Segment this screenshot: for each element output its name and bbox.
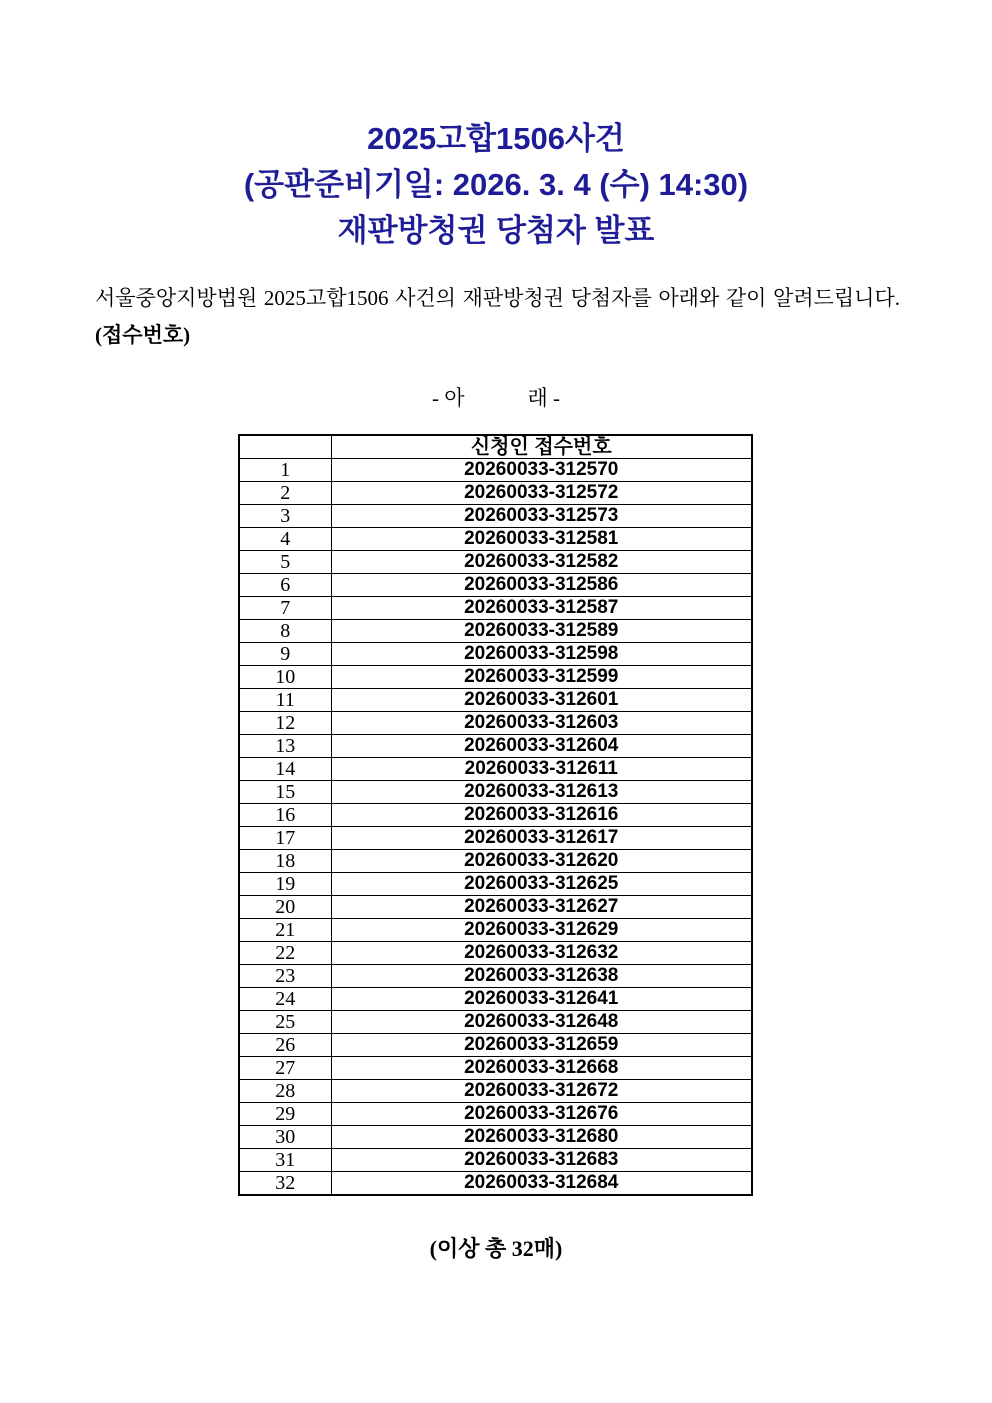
row-number-cell: 12 [239,712,331,735]
table-row [239,620,752,643]
table-row [239,1149,752,1172]
row-number-cell: 22 [239,942,331,965]
receipt-number-cell: 20260033-312570 [331,459,752,482]
receipt-number-cell: 20260033-312611 [331,758,752,781]
table-row [239,1172,752,1196]
row-number-cell: 19 [239,873,331,896]
receipt-number-note: (접수번호) [95,323,191,347]
table-row [239,643,752,666]
table-row [239,712,752,735]
row-number-cell: 3 [239,505,331,528]
row-number-header-cell [239,435,331,459]
row-number-cell: 14 [239,758,331,781]
table-row [239,965,752,988]
row-number-cell: 2 [239,482,331,505]
receipt-number-cell: 20260033-312672 [331,1080,752,1103]
table-row [239,781,752,804]
row-number-cell: 11 [239,689,331,712]
receipt-number-cell: 20260033-312648 [331,1011,752,1034]
row-number-cell: 9 [239,643,331,666]
receipt-number-cell: 20260033-312620 [331,850,752,873]
receipt-number-cell: 20260033-312598 [331,643,752,666]
row-number-cell: 25 [239,1011,331,1034]
row-number-cell: 28 [239,1080,331,1103]
receipt-number-cell: 20260033-312683 [331,1149,752,1172]
table-row [239,1126,752,1149]
table-row [239,1034,752,1057]
receipt-number-cell: 20260033-312668 [331,1057,752,1080]
table-row [239,551,752,574]
row-number-cell: 7 [239,597,331,620]
below-divider-label: - 아 래 - [431,386,561,410]
receipt-number-cell: 20260033-312589 [331,620,752,643]
table-row [239,528,752,551]
title-line-case-number: 2025고합1506사건 [367,121,625,156]
table-row [239,873,752,896]
receipt-number-cell: 20260033-312587 [331,597,752,620]
row-number-cell: 13 [239,735,331,758]
table-row [239,896,752,919]
receipt-number-cell: 20260033-312586 [331,574,752,597]
receipt-number-cell: 20260033-312599 [331,666,752,689]
table-row [239,505,752,528]
row-number-cell: 23 [239,965,331,988]
table-row [239,758,752,781]
row-number-cell: 16 [239,804,331,827]
winners-table-body [239,459,752,1196]
receipt-number-cell: 20260033-312616 [331,804,752,827]
receipt-number-cell: 20260033-312625 [331,873,752,896]
row-number-cell: 15 [239,781,331,804]
receipt-number-cell: 20260033-312617 [331,827,752,850]
table-row [239,574,752,597]
table-row [239,666,752,689]
table-row [239,735,752,758]
receipt-number-cell: 20260033-312680 [331,1126,752,1149]
row-number-cell: 31 [239,1149,331,1172]
row-number-cell: 8 [239,620,331,643]
receipt-number-cell: 20260033-312603 [331,712,752,735]
row-number-cell: 27 [239,1057,331,1080]
receipt-number-cell: 20260033-312604 [331,735,752,758]
receipt-number-cell: 20260033-312601 [331,689,752,712]
receipt-number-cell: 20260033-312684 [331,1172,752,1196]
receipt-number-header-cell: 신청인 접수번호 [331,435,752,459]
row-number-cell: 30 [239,1126,331,1149]
table-row [239,827,752,850]
table-row [239,1080,752,1103]
row-number-cell: 5 [239,551,331,574]
table-row [239,1057,752,1080]
announcement-text: 서울중앙지방법원 2025고합1506 사건의 재판방청권 당첨자를 아래와 같이 알려드립니다. [95,286,900,310]
receipt-number-cell: 20260033-312627 [331,896,752,919]
row-number-cell: 21 [239,919,331,942]
receipt-number-cell: 20260033-312572 [331,482,752,505]
receipt-number-cell: 20260033-312676 [331,1103,752,1126]
total-count-note: (이상 총 32매) [429,1236,563,1261]
row-number-cell: 6 [239,574,331,597]
receipt-number-cell: 20260033-312638 [331,965,752,988]
table-row [239,1011,752,1034]
receipt-number-cell: 20260033-312582 [331,551,752,574]
receipt-number-cell: 20260033-312659 [331,1034,752,1057]
receipt-number-cell: 20260033-312573 [331,505,752,528]
row-number-cell: 24 [239,988,331,1011]
table-row [239,919,752,942]
row-number-cell: 4 [239,528,331,551]
row-number-cell: 17 [239,827,331,850]
receipt-number-cell: 20260033-312581 [331,528,752,551]
table-row [239,850,752,873]
winners-table [238,434,753,1196]
table-header-row [239,435,752,459]
title-line-announcement: 재판방청권 당첨자 발표 [337,213,655,248]
row-number-cell: 18 [239,850,331,873]
announcement-paragraph [95,280,900,354]
table-row [239,597,752,620]
table-row [239,1103,752,1126]
table-row [239,804,752,827]
row-number-cell: 20 [239,896,331,919]
row-number-cell: 29 [239,1103,331,1126]
receipt-number-cell: 20260033-312641 [331,988,752,1011]
table-row [239,689,752,712]
title-line-hearing-date: (공판준비기일: 2026. 3. 4 (수) 14:30) [243,167,749,202]
receipt-number-cell: 20260033-312632 [331,942,752,965]
receipt-number-cell: 20260033-312629 [331,919,752,942]
table-row [239,459,752,482]
table-row [239,482,752,505]
row-number-cell: 10 [239,666,331,689]
receipt-number-cell: 20260033-312613 [331,781,752,804]
table-row [239,942,752,965]
row-number-cell: 32 [239,1172,331,1196]
row-number-cell: 26 [239,1034,331,1057]
row-number-cell: 1 [239,459,331,482]
table-row [239,988,752,1011]
document-title [0,0,992,254]
